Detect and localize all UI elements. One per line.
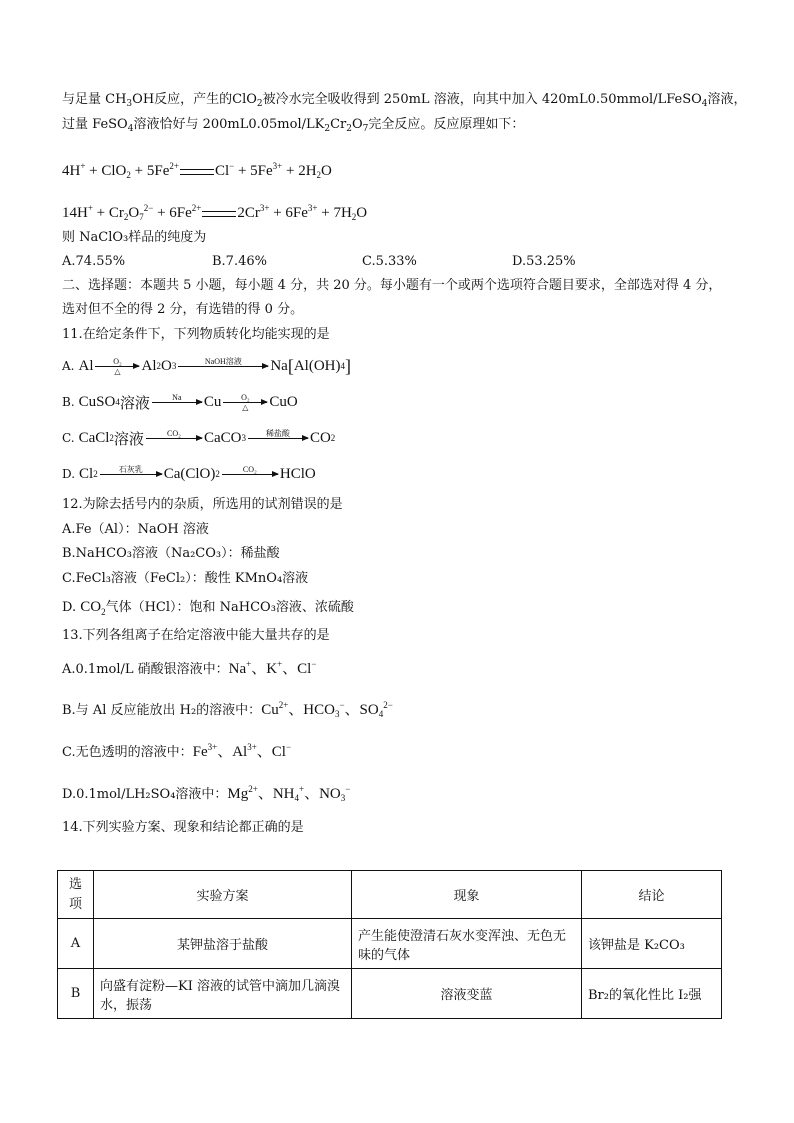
reaction-arrow: CO₂ <box>222 465 278 484</box>
q11-option-a[interactable]: A. Al O₂ △ Al 2 O 3 NaOH溶液 Na [ Al(OH) 4 ] <box>62 355 351 376</box>
intro-text: 过量 FeSO <box>62 117 128 132</box>
reaction-arrow: O₂ △ <box>223 393 267 412</box>
q12-option-b[interactable]: B.NaHCO₃溶液（Na₂CO₃）：稀盐酸 <box>62 546 280 561</box>
row-phenomenon: 产生能使澄清石灰水变浑浊、无色无味的气体 <box>352 919 582 969</box>
intro-text: Cr <box>330 117 347 132</box>
header-plan: 实验方案 <box>94 871 352 919</box>
equation-1: $4H^+ + ClO_2 + 5Fe^{2+}$ $Cl^- + 5Fe^{3+} + 2H_2O$ <box>62 161 332 180</box>
intro-text: 完全反应。反应原理如下： <box>368 117 525 132</box>
option-text: B.与 Al 反应能放出 H₂的溶液中： <box>62 703 262 718</box>
q11-option-c[interactable]: C. CaCl 2 溶液 CO₂ CaCO 3 稀盐酸 CO 2 <box>62 428 336 448</box>
row-plan: 某钾盐溶于盐酸 <box>94 919 352 969</box>
q13-option-c[interactable]: C.无色透明的溶液中：$Fe^{3+}$、$Al^{3+}$、Cl− <box>62 742 292 760</box>
document-page <box>62 88 747 840</box>
q11-option-b[interactable]: B. CuSO 4 溶液 Na Cu O₂ △ CuO <box>62 392 298 412</box>
intro-text: 被冷水完全吸收得到 250mL 溶液，向其中加入 420mL0.50mmol/LFeSO <box>262 92 702 107</box>
intro-sub: 3 <box>126 99 133 109</box>
q14-stem: 14.下列实验方案、现象和结论都正确的是 <box>62 820 304 835</box>
q10-option-d[interactable]: D.53.25% <box>512 254 576 269</box>
reaction-arrow: 石灰乳 <box>100 465 162 484</box>
row-plan: 向盛有淀粉—KI 溶液的试管中滴加几滴溴水，振荡 <box>94 969 352 1019</box>
q12-stem: 12.为除去括号内的杂质，所选用的试剂错误的是 <box>62 497 343 512</box>
q10-option-a[interactable]: A.74.55% <box>62 254 126 269</box>
q12-option-c[interactable]: C.FeCl₃溶液（FeCl₂）：酸性 KMnO₄溶液 <box>62 571 309 586</box>
table-row <box>58 919 722 969</box>
q10-option-c[interactable]: C.5.33% <box>362 254 417 269</box>
intro-text: O <box>351 117 363 132</box>
intro-sub: 7 <box>362 124 369 134</box>
reaction-arrow: CO₂ <box>146 429 202 448</box>
q13-option-b[interactable]: B.与 Al 反应能放出 H₂的溶液中：$Cu^{2+}$、$HCO_3^-$、$SO_4^{2-}$ <box>62 700 393 719</box>
row-phenomenon: 溶液变蓝 <box>352 969 582 1019</box>
q13-stem: 13.下列各组离子在给定溶液中能大量共存的是 <box>62 628 330 643</box>
intro-text: 溶液， <box>707 92 747 107</box>
option-text: 气体（HCl）：饱和 NaHCO₃溶液、浓硫酸 <box>105 600 354 615</box>
intro-line-2 <box>62 112 732 138</box>
intro-sub: 4 <box>127 124 134 134</box>
row-conclusion: Br₂的氧化性比 I₂强 <box>582 969 722 1019</box>
q12-option-a[interactable]: A.Fe（Al）：NaOH 溶液 <box>62 522 209 537</box>
intro-text: 与足量 CH <box>62 92 127 107</box>
option-text: A.0.1mol/L 硝酸银溶液中： <box>62 662 229 677</box>
reaction-arrow: Na <box>152 393 202 412</box>
question-tail: 则 NaClO₃样品的纯度为 <box>62 230 207 245</box>
intro-sub: 2 <box>324 124 331 134</box>
intro-sub: 2 <box>346 124 352 134</box>
equation-2: $14H^+ + Cr_2O_7^{2-} + 6Fe^{2+}$ $2Cr^{3+} + 6Fe^{3+} + 7H_2O$ <box>62 203 368 222</box>
header-phenomenon: 现象 <box>352 871 582 919</box>
header-option: 选项 <box>58 871 94 919</box>
q11-option-d[interactable]: D. Cl 2 石灰乳 Ca(ClO) 2 CO₂ HClO <box>62 464 316 482</box>
row-option: A <box>58 919 94 969</box>
reaction-arrow: 稀盐酸 <box>248 429 308 448</box>
row-conclusion: 该钾盐是 K₂CO₃ <box>582 919 722 969</box>
reaction-arrow: NaOH溶液 <box>178 357 268 376</box>
q10-option-b[interactable]: B.7.46% <box>212 254 267 269</box>
table-header-row <box>58 871 722 919</box>
header-conclusion: 结论 <box>582 871 722 919</box>
q10-options <box>62 250 732 274</box>
reaction-arrow: O₂ △ <box>95 357 139 376</box>
q11-stem: 11.在给定条件下，下列物质转化均能实现的是 <box>62 327 330 342</box>
q12-option-d[interactable]: D. $CO_2$气体（HCl）：饱和 NaHCO₃溶液、浓硫酸 <box>62 599 354 617</box>
row-option: B <box>58 969 94 1019</box>
option-text: D.0.1mol/LH₂SO₄溶液中： <box>62 787 228 802</box>
q13-option-d[interactable]: D.0.1mol/LH₂SO₄溶液中：$Mg^{2+}$、$NH_4^+$、$NO_3^-$ <box>62 784 351 803</box>
q14-table <box>57 870 722 1019</box>
intro-text: OH反应，产生的ClO <box>132 92 257 107</box>
option-text: C.无色透明的溶液中： <box>62 745 193 760</box>
intro-sub: 4 <box>701 99 708 109</box>
option-letter: D. <box>62 600 81 615</box>
intro-line-1 <box>62 88 747 112</box>
intro-sub: 2 <box>256 99 263 109</box>
q13-option-a[interactable]: A.0.1mol/L 硝酸银溶液中：Na+、K+、Cl− <box>62 659 317 677</box>
table-row <box>58 969 722 1019</box>
intro-text: 溶液恰好与 200mL0.05mol/LK <box>133 117 325 132</box>
section-2-heading: 二、选择题：本题共 5 小题，每小题 4 分，共 20 分。每小题有一个或两个选项符合题目要求，全部选对得 4 分，选对但不全的得 2 分，有选错的得 0 分。 <box>62 278 722 317</box>
